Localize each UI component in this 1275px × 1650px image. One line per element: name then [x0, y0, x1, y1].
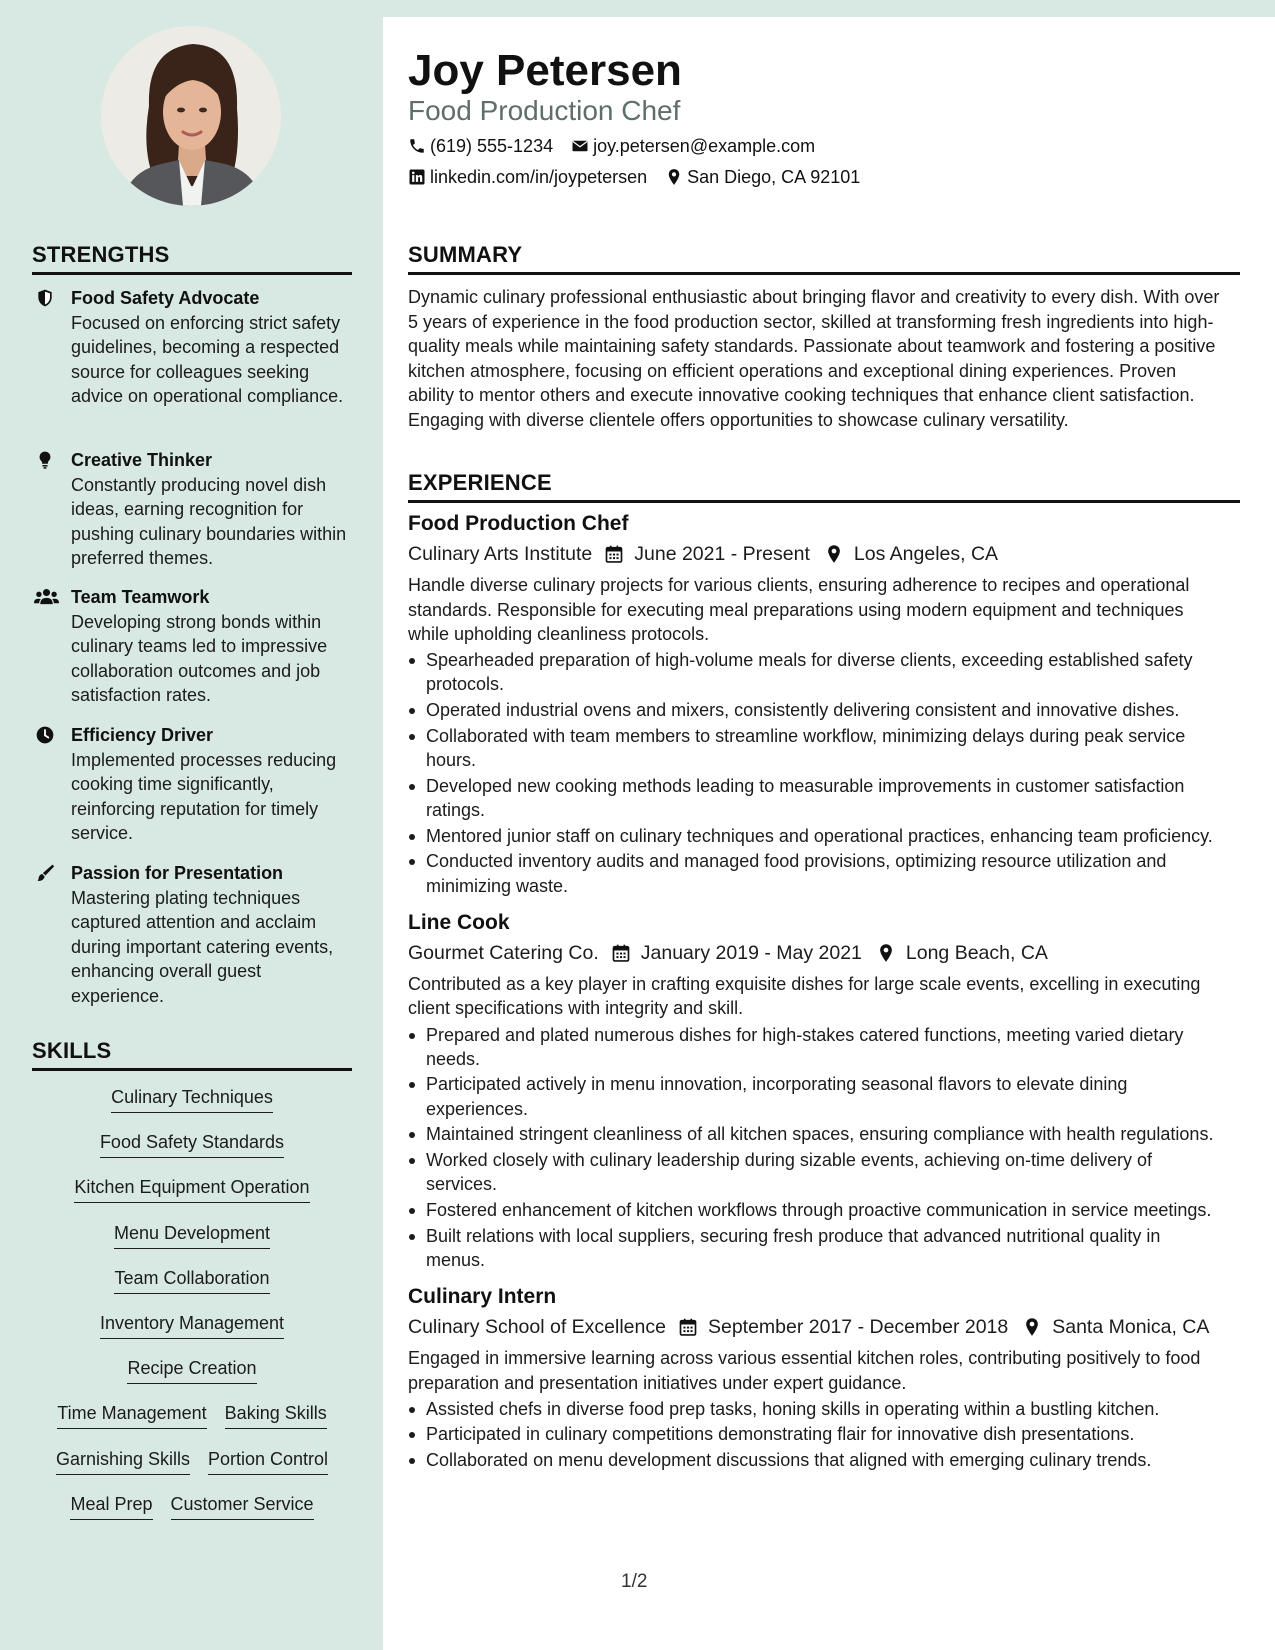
candidate-name: Joy Petersen: [408, 46, 682, 95]
page-number: 1/2: [621, 1571, 648, 1592]
skill-row: [32, 1130, 352, 1175]
job-location: Los Angeles, CA: [853, 543, 999, 565]
experience-section: [408, 469, 1224, 1472]
phone-icon: [408, 137, 426, 155]
skill-tag: Garnishing Skills: [56, 1447, 190, 1475]
phone-contact[interactable]: [408, 134, 553, 158]
job-bullet: Spearheaded preparation of high-volume meals for diverse clients, exceeding established safety protocols.: [408, 648, 1224, 696]
candidate-role: Food Production Chef: [408, 95, 681, 126]
contact-row: [408, 134, 815, 158]
calendar-icon: [604, 544, 624, 564]
strength-description: Mastering plating techniques captured attention and acclaim during important catering events, enhancing overall guest experience.: [71, 888, 334, 1006]
job-dates: June 2021 - Present: [634, 543, 810, 565]
linkedin-text: linkedin.com/in/joypetersen: [430, 167, 648, 187]
linkedin-icon: [408, 168, 426, 186]
clock-icon: [34, 725, 56, 745]
skill-tag: Portion Control: [208, 1447, 328, 1475]
skill-tag: Menu Development: [114, 1221, 270, 1249]
job-bullet: Participated in culinary competitions demonstrating flair for innovative dish presentations.: [408, 1422, 1224, 1446]
skill-row: [32, 1175, 352, 1220]
job-description: Engaged in immersive learning across various essential kitchen roles, contributing positively to food preparation and presentation initiatives under expert guidance.: [408, 1348, 1201, 1393]
linkedin-contact[interactable]: [408, 165, 647, 189]
job-bullet: Fostered enhancement of kitchen workflows through proactive communication in service meetings.: [408, 1198, 1224, 1222]
summary-section: [408, 241, 1224, 433]
skill-tag: Kitchen Equipment Operation: [74, 1175, 309, 1203]
map-pin-icon: [665, 168, 683, 186]
job-title: Culinary Intern: [408, 1285, 557, 1309]
calendar-icon: [678, 1317, 698, 1337]
job-entry: [408, 1282, 1224, 1472]
location-text: San Diego, CA 92101: [687, 167, 861, 187]
map-pin-icon: [1022, 1317, 1042, 1337]
strength-description: Developing strong bonds within culinary teams led to impressive collaboration outcomes and job satisfaction rates.: [71, 612, 328, 706]
profile-photo: [101, 26, 281, 206]
job-bullet: Assisted chefs in diverse food prep tasks, honing skills in operating within a bustling kitchen.: [408, 1397, 1224, 1421]
strength-title: Team Teamwork: [71, 587, 210, 607]
job-bullet: Prepared and plated numerous dishes for high-stakes catered functions, meeting varied dietary needs.: [408, 1023, 1224, 1071]
strength-title: Creative Thinker: [71, 450, 213, 470]
job-meta: [408, 938, 1224, 968]
skills-heading: SKILLS: [32, 1037, 352, 1071]
job-company: Culinary School of Excellence: [408, 1316, 666, 1339]
calendar-icon: [611, 943, 631, 963]
strength-title: Efficiency Driver: [71, 725, 214, 745]
strength-description: Focused on enforcing strict safety guidelines, becoming a respected source for colleagues seeking advice on operational compliance.: [71, 313, 344, 407]
strength-item: [32, 285, 352, 434]
map-pin-icon: [876, 943, 896, 963]
summary-text: Dynamic culinary professional enthusiastic about bringing flavor and creativity to every dish. With over 5 years of experience in the food production sector, skilled at transforming fresh ingredients into high-quality meals while maintaining safety standards. Passionate about teamwork and fostering a positive kitchen atmosphere, focusing on efficient operations and exceptional dining experiences. Proven ability to mentor others and execute innovative cooking techniques that enhance client satisfaction. Engaging with diverse clientele offers opportunities to showcase culinary versatility.: [408, 287, 1220, 430]
job-company: Culinary Arts Institute: [408, 543, 593, 565]
users-icon: [34, 587, 59, 607]
main-content: [383, 17, 1275, 1650]
skill-tag: Inventory Management: [100, 1311, 284, 1339]
job-location: Santa Monica, CA: [1052, 1316, 1210, 1339]
job-bullet: Built relations with local suppliers, securing fresh produce that advanced nutritional quality in menus.: [408, 1224, 1224, 1272]
skill-tag: Recipe Creation: [127, 1356, 256, 1384]
job-bullets: [408, 1023, 1224, 1273]
skill-tag: Time Management: [57, 1401, 206, 1429]
contact-row: [408, 165, 860, 189]
strength-description: Constantly producing novel dish ideas, earning recognition for pushing culinary boundaries within preferred themes.: [71, 475, 347, 569]
job-bullets: [408, 648, 1224, 898]
job-bullet: Collaborated with team members to streamline workflow, minimizing delays during peak service hours.: [408, 724, 1224, 772]
job-bullets: [408, 1397, 1224, 1473]
job-bullet: Worked closely with culinary leadership during sizable events, achieving on-time delivery of services.: [408, 1148, 1224, 1196]
job-location: Long Beach, CA: [905, 941, 1048, 964]
brush-icon: [34, 863, 56, 883]
job-meta: [408, 539, 1224, 569]
skill-row: [32, 1311, 352, 1356]
job-dates: January 2019 - May 2021: [640, 941, 862, 964]
job-title: Food Production Chef: [408, 512, 629, 535]
job-bullet: Conducted inventory audits and managed food provisions, optimizing resource utilization and minimizing waste.: [408, 849, 1224, 897]
job-description: Handle diverse culinary projects for various clients, ensuring adherence to recipes and operational standards. Responsible for executing meal preparations using modern equipment and techniques while upholding cleanliness protocols.: [408, 575, 1190, 645]
experience-heading: EXPERIENCE: [408, 469, 1240, 503]
strengths-heading: STRENGTHS: [32, 241, 352, 275]
job-bullet: Mentored junior staff on culinary techniques and operational practices, enhancing team proficiency.: [408, 824, 1224, 848]
skill-row: [32, 1085, 352, 1130]
job-title: Line Cook: [408, 910, 510, 934]
phone-text: (619) 555-1234: [430, 136, 554, 156]
job-description: Contributed as a key player in crafting exquisite dishes for large scale events, excelling in executing client specifications with integrity and skill.: [408, 973, 1201, 1019]
job-bullet: Collaborated on menu development discussions that aligned with emerging culinary trends.: [408, 1448, 1224, 1472]
strength-item: [32, 584, 352, 709]
strength-title: Food Safety Advocate: [71, 288, 260, 308]
skill-tag: Food Safety Standards: [100, 1130, 284, 1158]
skill-row: [32, 1401, 352, 1446]
strength-item: [32, 447, 352, 571]
location-contact: [665, 165, 860, 189]
job-meta: [408, 1312, 1224, 1342]
job-company: Gourmet Catering Co.: [408, 941, 599, 964]
lightbulb-icon: [34, 450, 56, 470]
email-text: joy.petersen@example.com: [593, 136, 816, 156]
strength-title: Passion for Presentation: [71, 863, 284, 883]
strength-item: [32, 860, 352, 1008]
skills-list: [32, 1085, 352, 1537]
job-bullet: Maintained stringent cleanliness of all kitchen spaces, ensuring compliance with health regulations.: [408, 1122, 1224, 1146]
job-entry: [408, 509, 1224, 898]
skill-row: [32, 1221, 352, 1266]
skill-row: [32, 1492, 352, 1537]
job-bullet: Developed new cooking methods leading to measurable improvements in customer satisfaction ratings.: [408, 774, 1224, 822]
skill-tag: Baking Skills: [225, 1401, 327, 1429]
email-contact[interactable]: [571, 134, 815, 158]
skill-row: [32, 1356, 352, 1401]
skill-row: [32, 1447, 352, 1492]
envelope-icon: [571, 137, 589, 155]
strength-item: [32, 722, 352, 847]
map-pin-icon: [824, 544, 844, 564]
skill-tag: Team Collaboration: [114, 1266, 269, 1294]
skill-tag: Meal Prep: [70, 1492, 152, 1520]
summary-heading: SUMMARY: [408, 241, 1240, 275]
strengths-list: [32, 285, 352, 1021]
job-bullet: Operated industrial ovens and mixers, consistently delivering consistent and innovative dishes.: [408, 698, 1224, 722]
skill-row: [32, 1266, 352, 1311]
skill-tag: Customer Service: [171, 1492, 314, 1520]
job-entry: [408, 908, 1224, 1272]
strength-description: Implemented processes reducing cooking time significantly, reinforcing reputation for timely service.: [71, 750, 337, 844]
skill-tag: Culinary Techniques: [111, 1085, 273, 1113]
sidebar: [0, 0, 383, 1650]
job-dates: September 2017 - December 2018: [707, 1316, 1009, 1339]
job-bullet: Participated actively in menu innovation, incorporating seasonal flavors to elevate dining experiences.: [408, 1072, 1224, 1120]
shield-icon: [34, 288, 56, 308]
